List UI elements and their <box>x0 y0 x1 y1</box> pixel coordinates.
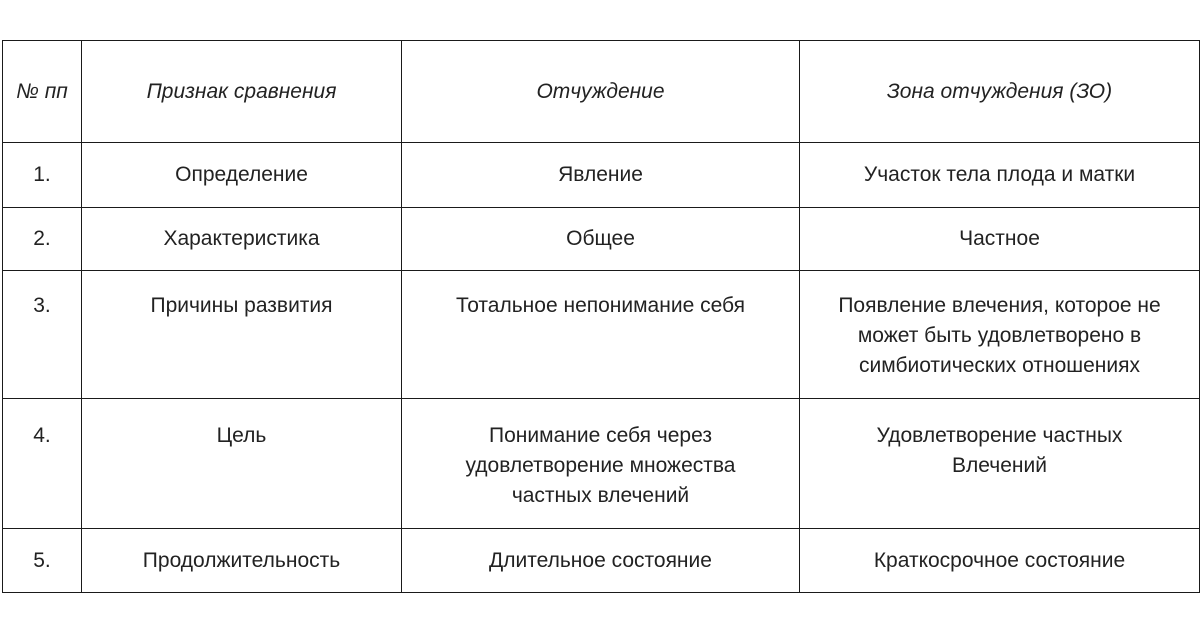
feature-cell: Характеристика <box>82 208 402 271</box>
cell-line: частных влечений <box>511 484 690 507</box>
feature-cell: Причины развития <box>82 271 402 399</box>
alienation-cell <box>402 529 800 593</box>
zone-cell <box>800 271 1200 399</box>
cell-line: Удовлетворение частных <box>876 424 1123 447</box>
cell-line: Краткосрочное состояние <box>873 548 1126 572</box>
comparison-table <box>2 40 1200 593</box>
cell-line: может быть удовлетворено в <box>857 324 1142 347</box>
table-row <box>3 399 1200 529</box>
table-row <box>3 271 1200 399</box>
cell-line: Влечений <box>952 454 1047 477</box>
alienation-cell <box>402 208 800 271</box>
header-feature: Признак сравнения <box>82 41 402 143</box>
cell-line: симбиотических отношениях <box>859 354 1140 377</box>
zone-cell <box>800 529 1200 593</box>
cell-line: Тотальное непонимание себя <box>456 294 745 317</box>
table-row <box>3 143 1200 208</box>
cell-line: Понимание себя через <box>489 424 712 447</box>
cell-line: удовлетворение множества <box>465 454 736 477</box>
alienation-cell <box>402 271 800 399</box>
header-number: № пп <box>3 41 82 143</box>
alienation-cell <box>402 399 800 529</box>
cell-line: Появление влечения, которое не <box>838 294 1161 317</box>
table-row <box>3 529 1200 593</box>
row-number: 4. <box>3 399 82 529</box>
row-number: 2. <box>3 208 82 271</box>
zone-cell <box>800 208 1200 271</box>
row-number: 3. <box>3 271 82 399</box>
header-zone: Зона отчуждения (ЗО) <box>800 41 1200 143</box>
zone-cell <box>800 399 1200 529</box>
header-alienation: Отчуждение <box>402 41 800 143</box>
cell-line: Явление <box>558 163 643 186</box>
row-number: 5. <box>3 529 82 593</box>
header-row <box>3 41 1200 143</box>
cell-line: Участок тела плода и матки <box>863 163 1136 186</box>
feature-cell: Продолжительность <box>82 529 402 593</box>
cell-line: Длительное состояние <box>489 548 712 572</box>
row-number: 1. <box>3 143 82 208</box>
cell-line: Общее <box>566 227 635 250</box>
zone-cell <box>800 143 1200 208</box>
cell-line: Частное <box>959 227 1040 250</box>
alienation-cell <box>402 143 800 208</box>
table-row <box>3 208 1200 271</box>
feature-cell: Цель <box>82 399 402 529</box>
feature-cell: Определение <box>82 143 402 208</box>
